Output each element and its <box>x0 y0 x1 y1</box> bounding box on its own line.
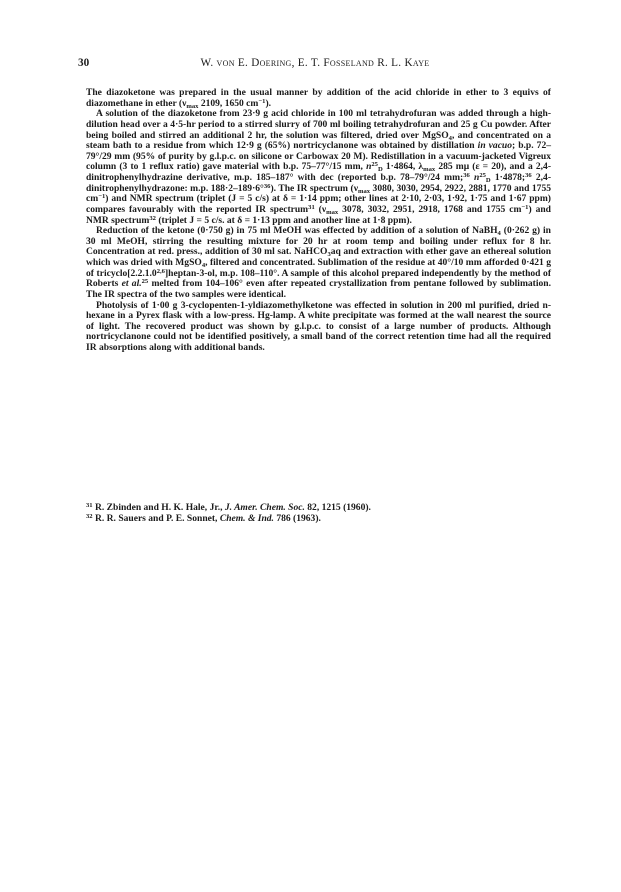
running-head-authors: W. von E. Doering, E. T. Fosseland R. L. Kaye <box>200 57 430 69</box>
footnote-reference: $^{32}$ R. R. Sauers and P. E. Sonnet, Chem. & Ind. 786 (1963). <box>86 513 321 525</box>
article-body <box>86 88 551 354</box>
footnote-reference: $^{31}$ R. Zbinden and H. K. Hale, Jr., J. Amer. Chem. Soc. 82, 1215 (1960). <box>86 502 371 513</box>
body-paragraph: Photolysis of 1·00 g 3-cyclopenten-1-yldiazomethylketone was effected in solution in 200 ml purified, dried n-hexane in a Pyrex flask with a low-press. Hg-lamp. A white precipitate was formed at the wall nearest the source of light. The recovered product was shown by g.l.p.c. to consist of a large number of products. Although nortricyclanone could not be identified positively, a small band of the correct retention time had all the required IR absorptions along with additional bands. <box>86 299 551 353</box>
page-header <box>78 57 552 73</box>
footnotes <box>86 502 551 524</box>
body-paragraph: The diazoketone was prepared in the usual manner by addition of the acid chloride in ether to 3 equivs of diazomethane in ether ($\nu_{max}$ 2109, 1650 $cm^{-1}$). <box>86 87 551 110</box>
body-paragraph: Reduction of the ketone (0·750 g) in 75 ml MeOH was effected by addition of a solution of NaBH$_4$ (0·262 g) in 30 ml MeOH, stirring the resulting mixture for 20 hr at room temp and boiling under reflux for 8 hr. Concentration at red. press., addition of 30 ml sat. NaHCO$_3$aq and extraction with ether gave an ethereal solution which was dried with MgSO$_4$, filtered and concentrated. Sublimation of the residue at 40°/10 mm afforded 0·421 g of tricyclo[2.2.1.0$^{2,6}$]heptan-3-ol, m.p. 108–110°. A sample of this alcohol prepared independently by the method of Roberts et al.$^{25}$ melted from 104–106° even after repeated crystallization from pentane followed by sublimation. The IR spectra of the two samples were identical. <box>86 225 552 300</box>
body-paragraph: A solution of the diazoketone from 23·9 g acid chloride in 100 ml tetrahydrofuran was added through a high-dilution head over a 4·5-hr period to a stirred slurry of 700 ml boiling tetrahydrofuran and 25 g Cu powder. After being boiled and stirred an additional 2 hr, the solution was filtered, dried over MgSO$_4$, and concentrated on a steam bath to a residue from which 12·9 g (65%) nortricyclanone was obtained by distillation in vacuo; b.p. 72–79°/29 mm (95% of purity by g.l.p.c. on silicone or Carbowax 20 M). Redistillation in a vacuum-jacketed Vigreux column (3 to 1 reflux ratio) gave material with b.p. 75–77°/15 mm, $n^{25}_D$ 1·4864, $\lambda_{max}$ 285 mμ (ε = 20), and a 2,4-dinitrophenylhydrazine derivative, m.p. 185–187° with dec (reported b.p. 78–79°/24 mm;$^{36}$ $n^{25}_D$ 1·4878;$^{36}$ 2,4-dinitrophenylhydrazone: m.p. 188·2–189·6°$^{36}$). The IR spectrum ($\nu_{max}$ 3080, 3030, 2954, 2922, 2881, 1770 and 1755 $cm^{-1}$) and NMR spectrum (triplet (J = 5 c/s) at δ = 1·14 ppm; other lines at 2·10, 2·03, 1·92, 1·75 and 1·67 ppm) compares favourably with the reported IR spectrum$^{31}$ ($\nu_{max}$ 3078, 3032, 2951, 2918, 1768 and 1755 $cm^{-1}$) and NMR spectrum$^{32}$ (triplet J = 5 c/s. at δ = 1·13 ppm and another line at 1·8 ppm). <box>86 108 552 226</box>
page-number: 30 <box>78 57 90 69</box>
